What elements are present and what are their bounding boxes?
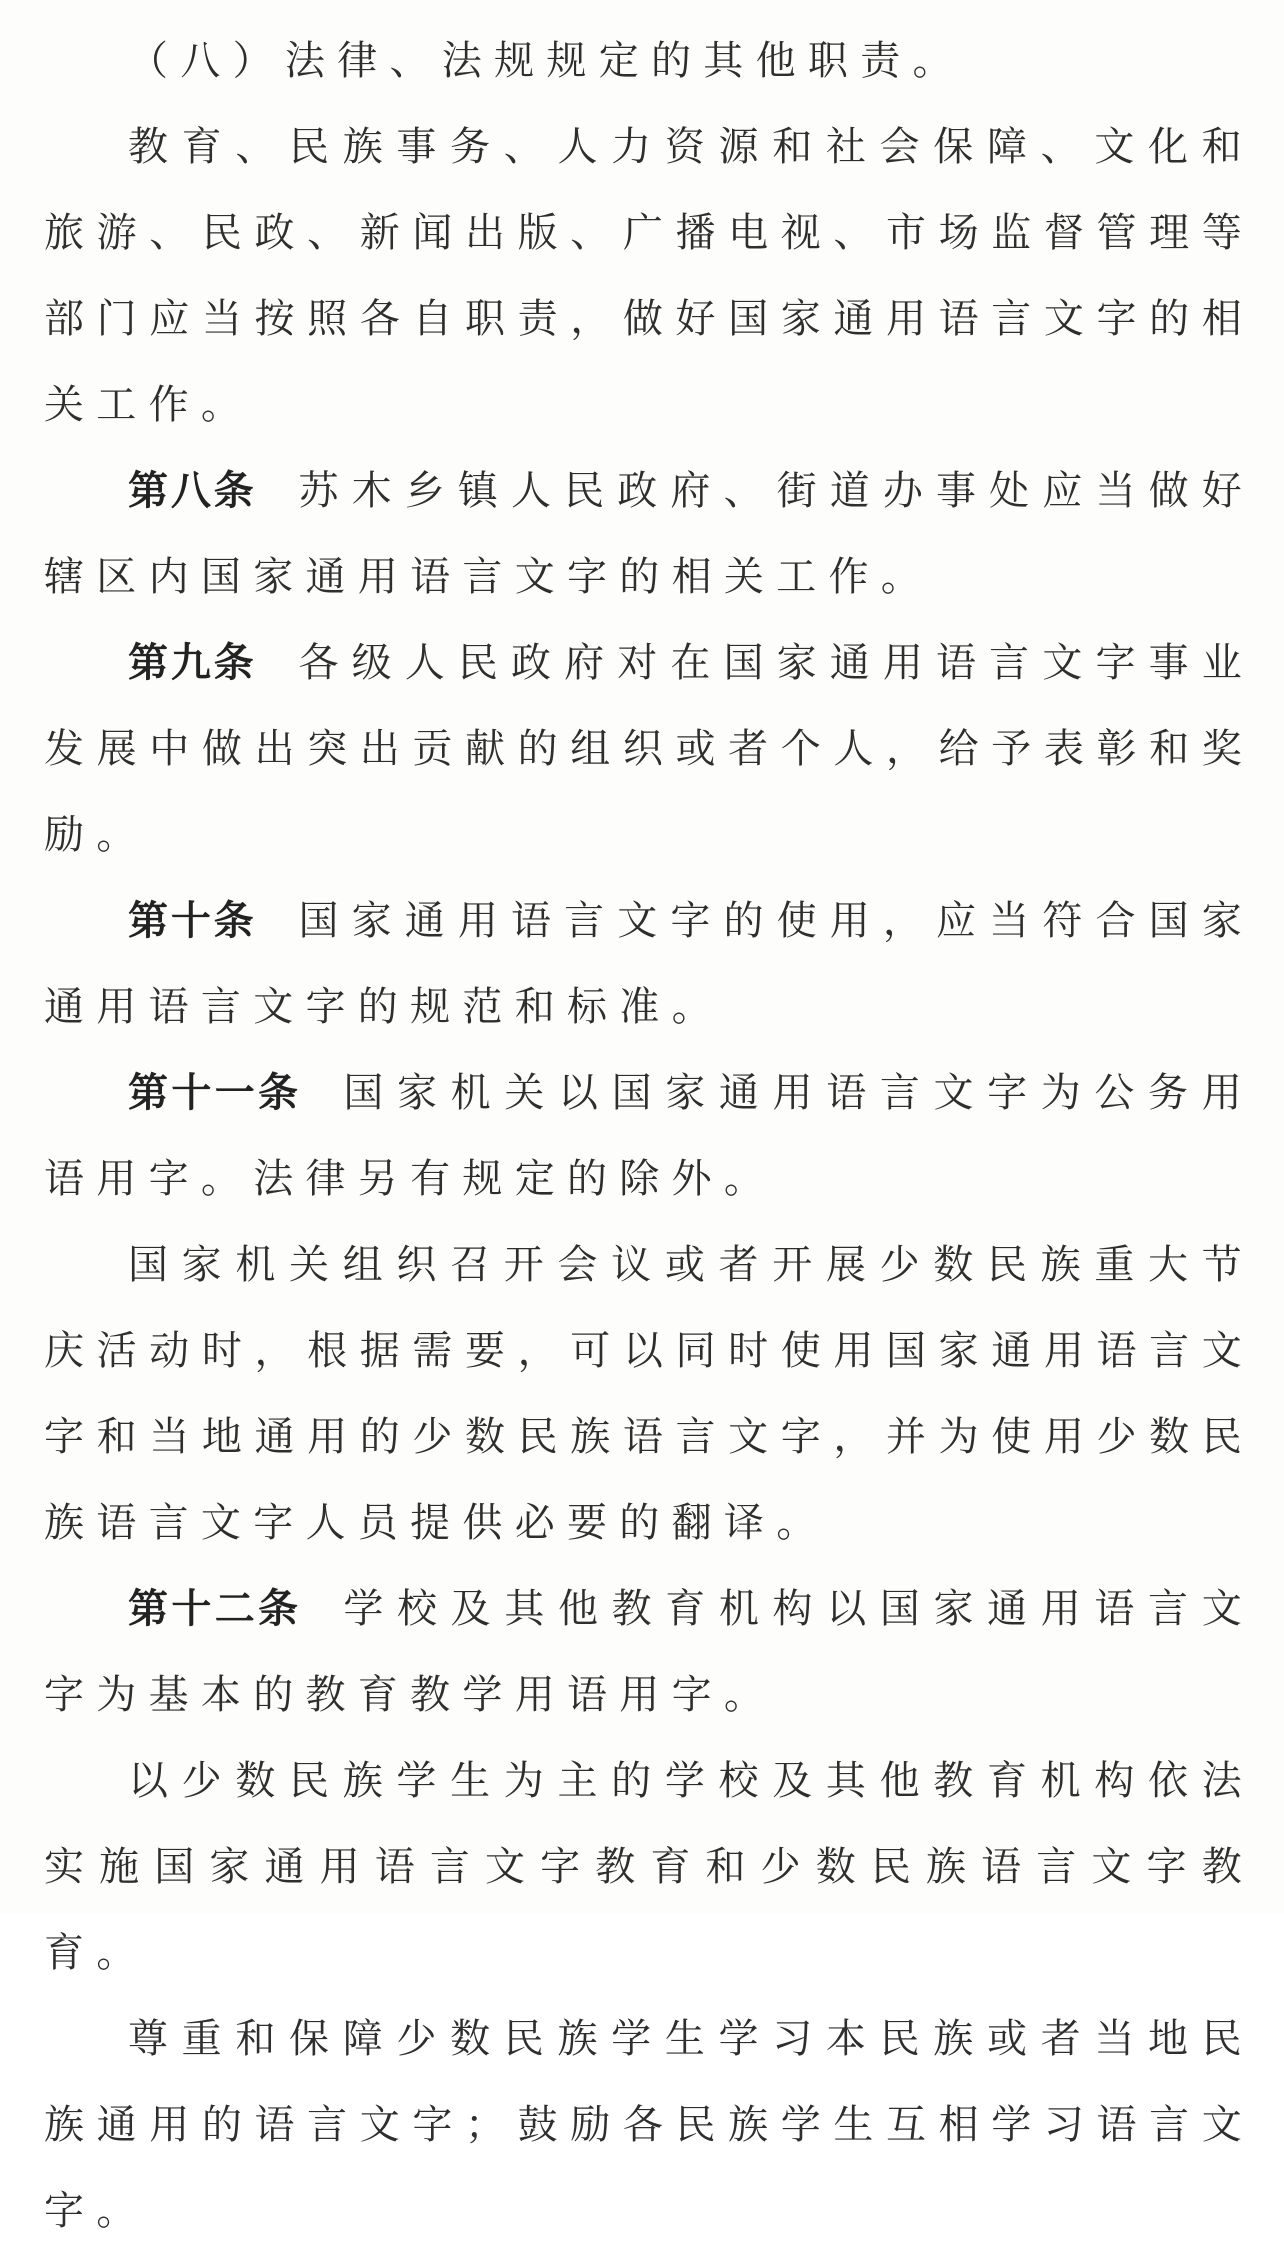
article-9-number: 第九条 <box>128 640 257 686</box>
paragraph-1 <box>44 18 1254 104</box>
paragraph-1-text: （八）法律、法规规定的其他职责。 <box>128 38 965 84</box>
article-12 <box>44 1566 1254 1738</box>
article-12-text: 学校及其他教育机构以国家通用语言文字为基本的教育教学用语用字。 <box>44 1586 1255 1718</box>
article-11-paragraph-2 <box>44 1222 1254 1566</box>
paragraph-2 <box>44 104 1254 448</box>
article-12-paragraph-3 <box>44 1996 1254 2254</box>
paragraph-2-text: 教育、民族事务、人力资源和社会保障、文化和旅游、民政、新闻出版、广播电视、市场监督管理等部门应当按照各自职责，做好国家通用语言文字的相关工作。 <box>44 124 1254 428</box>
article-12-paragraph-3-text: 尊重和保障少数民族学生学习本民族或者当地民族通用的语言文字；鼓励各民族学生互相学习语言文字。 <box>44 2016 1254 2234</box>
article-10-number: 第十条 <box>128 898 257 944</box>
article-8-number: 第八条 <box>128 468 257 514</box>
article-11-number: 第十一条 <box>128 1070 302 1116</box>
article-8 <box>44 448 1254 620</box>
article-10 <box>44 878 1254 1050</box>
article-11-paragraph-2-text: 国家机关组织召开会议或者开展少数民族重大节庆活动时，根据需要，可以同时使用国家通用语言文字和当地通用的少数民族语言文字，并为使用少数民族语言文字人员提供必要的翻译。 <box>44 1242 1254 1546</box>
article-9 <box>44 620 1254 878</box>
article-8-text: 苏木乡镇人民政府、街道办事处应当做好辖区内国家通用语言文字的相关工作。 <box>44 468 1255 600</box>
article-11-text: 国家机关以国家通用语言文字为公务用语用字。法律另有规定的除外。 <box>44 1070 1255 1202</box>
article-12-number: 第十二条 <box>128 1586 302 1632</box>
article-9-text: 各级人民政府对在国家通用语言文字事业发展中做出突出贡献的组织或者个人，给予表彰和奖励。 <box>44 640 1255 858</box>
article-12-paragraph-2-text: 以少数民族学生为主的学校及其他教育机构依法实施国家通用语言文字教育和少数民族语言文字教育。 <box>44 1758 1254 1976</box>
article-10-text: 国家通用语言文字的使用，应当符合国家通用语言文字的规范和标准。 <box>44 898 1255 1030</box>
article-11 <box>44 1050 1254 1222</box>
article-12-paragraph-2 <box>44 1738 1254 1996</box>
